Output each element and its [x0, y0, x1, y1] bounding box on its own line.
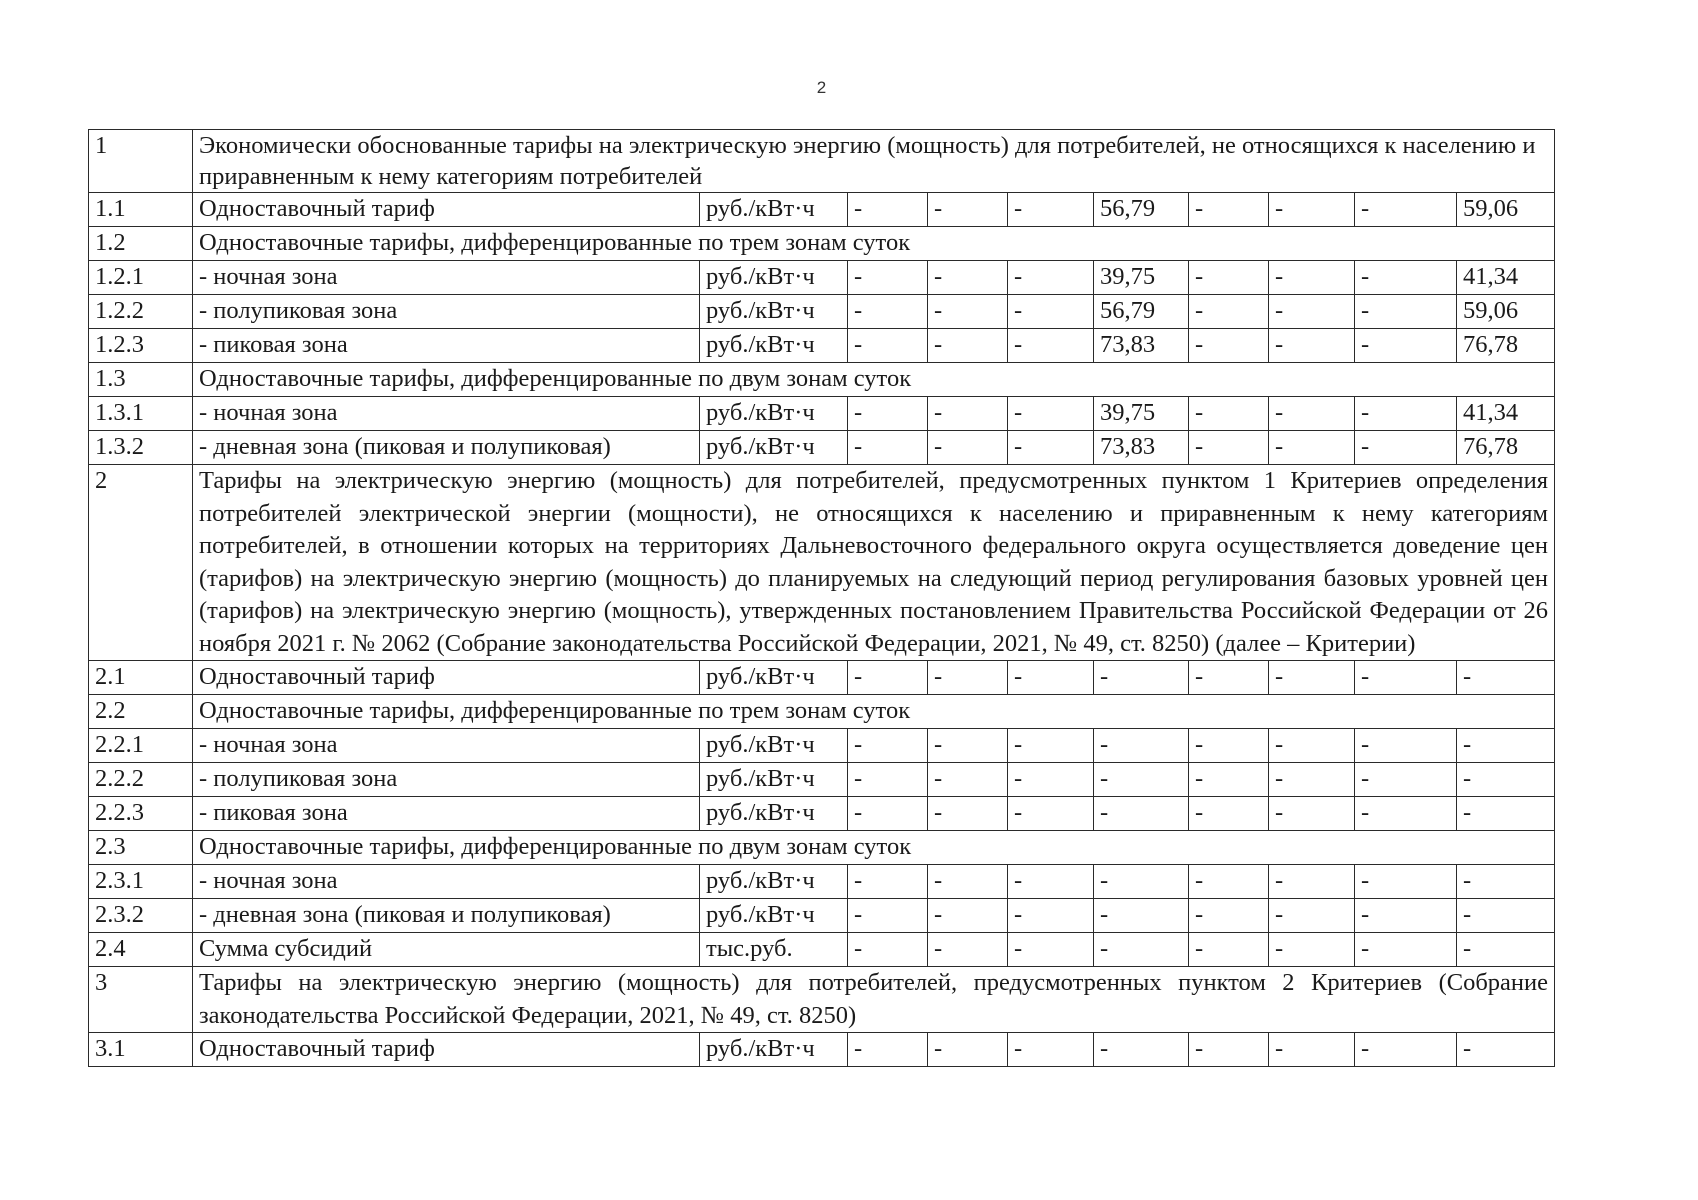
unit-cell: руб./кВт·ч — [700, 431, 848, 465]
unit-cell: тыс.руб. — [700, 933, 848, 967]
value-cell: - — [1008, 193, 1094, 227]
value-cell: - — [1008, 899, 1094, 933]
row-number-cell: 2.2.2 — [89, 763, 193, 797]
value-cell: - — [1457, 661, 1555, 695]
value-cell: - — [1355, 295, 1457, 329]
value-cell: - — [1269, 763, 1355, 797]
value-cell: - — [1008, 431, 1094, 465]
value-cell: - — [1355, 865, 1457, 899]
indicator-name-cell: - ночная зона — [193, 397, 700, 431]
indicator-name-cell: - ночная зона — [193, 261, 700, 295]
unit-cell: руб./кВт·ч — [700, 329, 848, 363]
value-cell: - — [848, 397, 928, 431]
row-number-cell: 3 — [89, 967, 193, 1033]
value-cell: - — [848, 729, 928, 763]
value-cell: - — [848, 261, 928, 295]
value-cell: - — [1094, 1033, 1189, 1067]
value-cell: - — [1269, 865, 1355, 899]
value-cell: - — [1355, 899, 1457, 933]
indicator-name-cell: Одноставочный тариф — [193, 1033, 700, 1067]
value-cell: - — [1355, 397, 1457, 431]
row-number-cell: 1.2.3 — [89, 329, 193, 363]
section-title-cell: Одноставочные тарифы, дифференцированные по трем зонам суток — [193, 695, 1555, 729]
table-row — [89, 933, 1555, 967]
row-number-cell: 1.3.1 — [89, 397, 193, 431]
row-number-cell: 1 — [89, 130, 193, 193]
section-title-cell: Одноставочные тарифы, дифференцированные по двум зонам суток — [193, 831, 1555, 865]
value-cell: 41,34 — [1457, 261, 1555, 295]
value-cell: - — [1457, 763, 1555, 797]
value-cell: - — [928, 193, 1008, 227]
value-cell: - — [1269, 899, 1355, 933]
value-cell: - — [928, 397, 1008, 431]
section-title-cell: Одноставочные тарифы, дифференцированные по двум зонам суток — [193, 363, 1555, 397]
value-cell: - — [1189, 797, 1269, 831]
value-cell: - — [1355, 193, 1457, 227]
section-row — [89, 831, 1555, 865]
value-cell: - — [1008, 261, 1094, 295]
row-number-cell: 1.3.2 — [89, 431, 193, 465]
value-cell: - — [1189, 1033, 1269, 1067]
value-cell: - — [848, 763, 928, 797]
value-cell: - — [848, 899, 928, 933]
page-number: 2 — [816, 78, 827, 97]
value-cell: - — [1355, 329, 1457, 363]
value-cell: 56,79 — [1094, 193, 1189, 227]
unit-cell: руб./кВт·ч — [700, 295, 848, 329]
value-cell: - — [1355, 661, 1457, 695]
unit-cell: руб./кВт·ч — [700, 899, 848, 933]
row-number-cell: 3.1 — [89, 1033, 193, 1067]
table-row — [89, 329, 1555, 363]
value-cell: - — [1269, 661, 1355, 695]
value-cell: - — [1355, 431, 1457, 465]
value-cell: - — [928, 431, 1008, 465]
indicator-name-cell: - полупиковая зона — [193, 763, 700, 797]
value-cell: 73,83 — [1094, 329, 1189, 363]
value-cell: - — [1269, 261, 1355, 295]
value-cell: - — [1094, 933, 1189, 967]
value-cell: - — [1269, 193, 1355, 227]
unit-cell: руб./кВт·ч — [700, 193, 848, 227]
section-title-cell: Тарифы на электрическую энергию (мощность) для потребителей, предусмотренных пунктом 2 Критериев (Собрание законодательства Российской Федерации, 2021, № 49, ст. 8250) — [193, 967, 1555, 1033]
value-cell: - — [1269, 295, 1355, 329]
indicator-name-cell: - пиковая зона — [193, 329, 700, 363]
row-number-cell: 2.4 — [89, 933, 193, 967]
table-row — [89, 899, 1555, 933]
value-cell: - — [1269, 329, 1355, 363]
tariff-table — [88, 129, 1555, 1067]
table-row — [89, 797, 1555, 831]
value-cell: - — [848, 329, 928, 363]
table-row — [89, 261, 1555, 295]
section-row — [89, 695, 1555, 729]
value-cell: - — [1008, 1033, 1094, 1067]
table-row — [89, 1033, 1555, 1067]
value-cell: - — [1008, 763, 1094, 797]
value-cell: - — [1189, 899, 1269, 933]
value-cell: - — [928, 261, 1008, 295]
row-number-cell: 1.2.1 — [89, 261, 193, 295]
indicator-name-cell: - дневная зона (пиковая и полупиковая) — [193, 899, 700, 933]
row-number-cell: 2.3 — [89, 831, 193, 865]
table-row — [89, 397, 1555, 431]
value-cell: - — [1189, 763, 1269, 797]
value-cell: - — [1094, 865, 1189, 899]
value-cell: - — [1008, 397, 1094, 431]
value-cell: - — [1269, 431, 1355, 465]
value-cell: - — [1189, 295, 1269, 329]
row-number-cell: 2.3.2 — [89, 899, 193, 933]
value-cell: - — [848, 431, 928, 465]
unit-cell: руб./кВт·ч — [700, 729, 848, 763]
value-cell: - — [1189, 261, 1269, 295]
value-cell: - — [1189, 729, 1269, 763]
indicator-name-cell: Сумма субсидий — [193, 933, 700, 967]
row-number-cell: 2.2.3 — [89, 797, 193, 831]
value-cell: - — [1355, 261, 1457, 295]
value-cell: - — [1094, 763, 1189, 797]
value-cell: - — [1189, 661, 1269, 695]
value-cell: - — [1094, 729, 1189, 763]
value-cell: - — [1269, 1033, 1355, 1067]
value-cell: - — [1457, 899, 1555, 933]
value-cell: - — [848, 661, 928, 695]
row-number-cell: 1.2.2 — [89, 295, 193, 329]
row-number-cell: 2.3.1 — [89, 865, 193, 899]
table-row — [89, 295, 1555, 329]
unit-cell: руб./кВт·ч — [700, 865, 848, 899]
value-cell: - — [848, 865, 928, 899]
table-row — [89, 193, 1555, 227]
unit-cell: руб./кВт·ч — [700, 763, 848, 797]
value-cell: - — [1355, 763, 1457, 797]
value-cell: 39,75 — [1094, 261, 1189, 295]
value-cell: 73,83 — [1094, 431, 1189, 465]
value-cell: - — [1269, 729, 1355, 763]
unit-cell: руб./кВт·ч — [700, 1033, 848, 1067]
value-cell: - — [928, 933, 1008, 967]
value-cell: - — [1094, 797, 1189, 831]
row-number-cell: 1.3 — [89, 363, 193, 397]
value-cell: - — [1269, 933, 1355, 967]
value-cell: - — [848, 797, 928, 831]
value-cell: 56,79 — [1094, 295, 1189, 329]
value-cell: - — [928, 797, 1008, 831]
value-cell: - — [848, 933, 928, 967]
tariff-table-body — [89, 130, 1555, 1067]
unit-cell: руб./кВт·ч — [700, 397, 848, 431]
value-cell: - — [1355, 729, 1457, 763]
value-cell: - — [1457, 1033, 1555, 1067]
value-cell: - — [1457, 797, 1555, 831]
value-cell: - — [1094, 661, 1189, 695]
section-row — [89, 465, 1555, 661]
value-cell: - — [1355, 797, 1457, 831]
value-cell: - — [1008, 797, 1094, 831]
value-cell: - — [928, 899, 1008, 933]
indicator-name-cell: - ночная зона — [193, 865, 700, 899]
indicator-name-cell: - пиковая зона — [193, 797, 700, 831]
value-cell: - — [1457, 729, 1555, 763]
table-row — [89, 729, 1555, 763]
section-row — [89, 363, 1555, 397]
value-cell: - — [1008, 661, 1094, 695]
value-cell: - — [1008, 295, 1094, 329]
section-title-cell: Одноставочные тарифы, дифференцированные по трем зонам суток — [193, 227, 1555, 261]
value-cell: - — [928, 865, 1008, 899]
value-cell: - — [1355, 1033, 1457, 1067]
value-cell: 76,78 — [1457, 431, 1555, 465]
value-cell: 41,34 — [1457, 397, 1555, 431]
value-cell: - — [928, 661, 1008, 695]
value-cell: - — [1457, 865, 1555, 899]
value-cell: - — [848, 295, 928, 329]
value-cell: 76,78 — [1457, 329, 1555, 363]
value-cell: - — [1008, 329, 1094, 363]
value-cell: - — [1189, 397, 1269, 431]
value-cell: - — [1189, 431, 1269, 465]
value-cell: - — [1457, 933, 1555, 967]
row-number-cell: 2 — [89, 465, 193, 661]
value-cell: - — [928, 295, 1008, 329]
indicator-name-cell: - дневная зона (пиковая и полупиковая) — [193, 431, 700, 465]
row-number-cell: 1.1 — [89, 193, 193, 227]
section-title-cell: Экономически обоснованные тарифы на электрическую энергию (мощность) для потребителей, не относящихся к населению и приравненным к нему категориям потребителей — [193, 130, 1555, 193]
indicator-name-cell: - ночная зона — [193, 729, 700, 763]
value-cell: - — [1189, 329, 1269, 363]
value-cell: - — [1008, 729, 1094, 763]
section-title-cell: Тарифы на электрическую энергию (мощность) для потребителей, предусмотренных пунктом 1 Критериев определения потребителей электрической энергии (мощности), не относящихся к населению и приравненным к нему категориям потребителей, в отношении которых на территориях Дальневосточного федерального округа осуществляется доведение цен (тарифов) на электрическую энергию (мощность) до планируемых на следующий период регулирования базовых уровней цен (тарифов) на электрическую энергию (мощность), утвержденных постановлением Правительства Российской Федерации от 26 ноября 2021 г. № 2062 (Собрание законодательства Российской Федерации, 2021, № 49, ст. 8250) (далее – Критерии) — [193, 465, 1555, 661]
section-row — [89, 227, 1555, 261]
value-cell: - — [848, 1033, 928, 1067]
section-row — [89, 130, 1555, 193]
value-cell: - — [1189, 193, 1269, 227]
value-cell: - — [848, 193, 928, 227]
row-number-cell: 1.2 — [89, 227, 193, 261]
value-cell: - — [1189, 933, 1269, 967]
value-cell: - — [928, 729, 1008, 763]
value-cell: - — [1269, 797, 1355, 831]
indicator-name-cell: Одноставочный тариф — [193, 193, 700, 227]
value-cell: - — [928, 1033, 1008, 1067]
value-cell: - — [1008, 933, 1094, 967]
section-row — [89, 967, 1555, 1033]
table-row — [89, 661, 1555, 695]
row-number-cell: 2.1 — [89, 661, 193, 695]
table-row — [89, 763, 1555, 797]
value-cell: - — [1094, 899, 1189, 933]
table-row — [89, 865, 1555, 899]
value-cell: - — [1189, 865, 1269, 899]
row-number-cell: 2.2.1 — [89, 729, 193, 763]
value-cell: 59,06 — [1457, 193, 1555, 227]
table-row — [89, 431, 1555, 465]
row-number-cell: 2.2 — [89, 695, 193, 729]
value-cell: 59,06 — [1457, 295, 1555, 329]
unit-cell: руб./кВт·ч — [700, 661, 848, 695]
unit-cell: руб./кВт·ч — [700, 797, 848, 831]
indicator-name-cell: Одноставочный тариф — [193, 661, 700, 695]
value-cell: - — [928, 763, 1008, 797]
value-cell: - — [1355, 933, 1457, 967]
value-cell: - — [1008, 865, 1094, 899]
unit-cell: руб./кВт·ч — [700, 261, 848, 295]
value-cell: - — [1269, 397, 1355, 431]
value-cell: - — [928, 329, 1008, 363]
value-cell: 39,75 — [1094, 397, 1189, 431]
indicator-name-cell: - полупиковая зона — [193, 295, 700, 329]
